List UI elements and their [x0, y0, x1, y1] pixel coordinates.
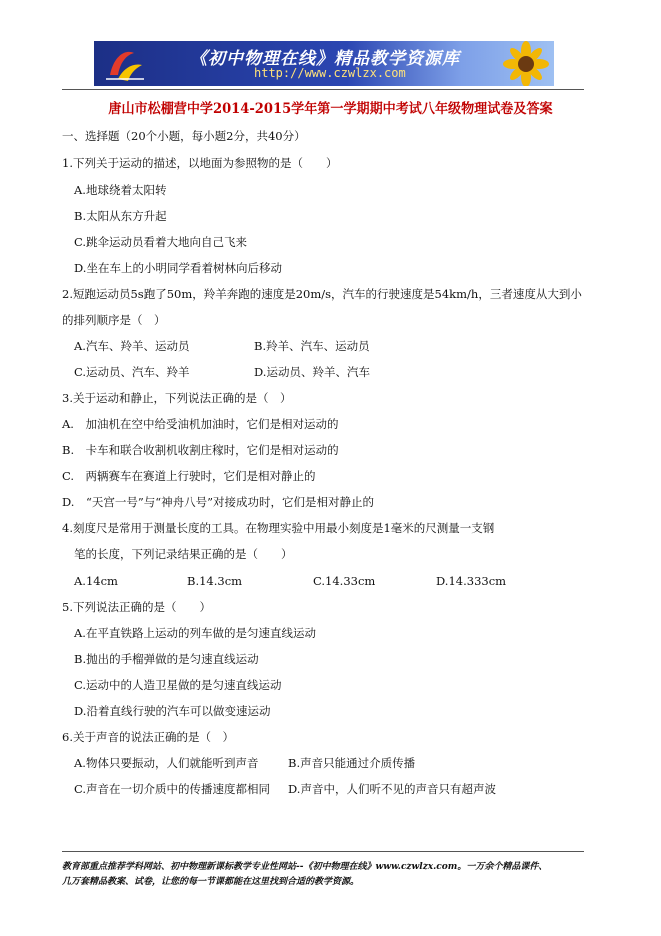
- q6-option-c: C.声音在一切介质中的传播速度都相同: [74, 782, 271, 796]
- q1-option-b: B.太阳从东方升起: [74, 209, 167, 223]
- q2-option-b: B.羚羊、汽车、运动员: [254, 339, 370, 353]
- q4-option-c: C.14.33cm: [313, 574, 376, 588]
- q1-option-a: A.地球绕着太阳转: [74, 183, 167, 197]
- q4-option-a: A.14cm: [74, 574, 118, 588]
- q3-option-a: A. 加油机在空中给受油机加油时，它们是相对运动的: [62, 417, 339, 431]
- q1-stem: 1.下列关于运动的描述，以地面为参照物的是（ ）: [62, 156, 338, 170]
- q2-option-c: C.运动员、汽车、羚羊: [74, 365, 190, 379]
- q5-stem: 5.下列说法正确的是（ ）: [62, 600, 211, 614]
- sunflower-image: [496, 41, 554, 86]
- q5-option-d: D.沿着直线行驶的汽车可以做变速运动: [74, 704, 271, 718]
- site-logo: [104, 45, 146, 83]
- q1-option-d: D.坐在车上的小明同学看着树林向后移动: [74, 261, 282, 275]
- q6-option-b: B.声音只能通过介质传播: [288, 756, 416, 770]
- q2-option-d: D.运动员、羚羊、汽车: [254, 365, 370, 379]
- q5-option-a: A.在平直铁路上运动的列车做的是匀速直线运动: [74, 626, 316, 640]
- q2-stem-line2: 的排列顺序是（ ）: [62, 313, 166, 327]
- q6-stem: 6.关于声音的说法正确的是（ ）: [62, 730, 234, 744]
- header-banner: [94, 41, 554, 86]
- q6-option-a: A.物体只要振动，人们就能听到声音: [74, 756, 259, 770]
- q4-option-d: D.14.333cm: [436, 574, 507, 588]
- q3-option-c: C. 两辆赛车在赛道上行驶时，它们是相对静止的: [62, 469, 316, 483]
- q6-option-d: D.声音中，人们听不见的声音只有超声波: [288, 782, 496, 796]
- footer-rule: [62, 851, 584, 852]
- footer-line-2: 几万套精品教案、试卷，让您的每一节课都能在这里找到合适的教学资源。: [62, 877, 360, 887]
- banner-title: 《初中物理在线》精品教学资源库: [190, 49, 460, 69]
- q4-stem-line2: 笔的长度，下列记录结果正确的是（ ）: [74, 547, 293, 561]
- q3-option-d: D. “天宫一号”与“神舟八号”对接成功时，它们是相对静止的: [62, 495, 374, 509]
- q4-option-b: B.14.3cm: [187, 574, 243, 588]
- q3-option-b: B. 卡车和联合收割机收割庄稼时，它们是相对运动的: [62, 443, 339, 457]
- section-heading: 一、选择题（20个小题，每小题2分，共40分）: [62, 129, 306, 143]
- document-title: 唐山市松棚营中学2014-2015学年第一学期期中考试八年级物理试卷及答案: [108, 101, 553, 117]
- q5-option-c: C.运动中的人造卫星做的是匀速直线运动: [74, 678, 282, 692]
- q1-option-c: C.跳伞运动员看着大地向自己飞来: [74, 235, 248, 249]
- q5-option-b: B.抛出的手榴弹做的是匀速直线运动: [74, 652, 259, 666]
- q4-stem-line1: 4.刻度尺是常用于测量长度的工具。在物理实验中用最小刻度是1毫米的尺测量一支钢: [62, 521, 495, 535]
- banner-url[interactable]: http://www.czwlzx.com: [254, 66, 406, 80]
- footer-line-1: 教育部重点推荐学科网站、初中物理新课标教学专业性网站--《初中物理在线》www.czwlzx.com。一万余个精品课件、: [62, 862, 548, 872]
- q2-stem-line1: 2.短跑运动员5s跑了50m，羚羊奔跑的速度是20m/s，汽车的行驶速度是54km/h，三者速度从大到小: [62, 287, 582, 301]
- q2-option-a: A.汽车、羚羊、运动员: [74, 339, 190, 353]
- header-rule: [62, 89, 584, 90]
- q3-stem: 3.关于运动和静止，下列说法正确的是（ ）: [62, 391, 292, 405]
